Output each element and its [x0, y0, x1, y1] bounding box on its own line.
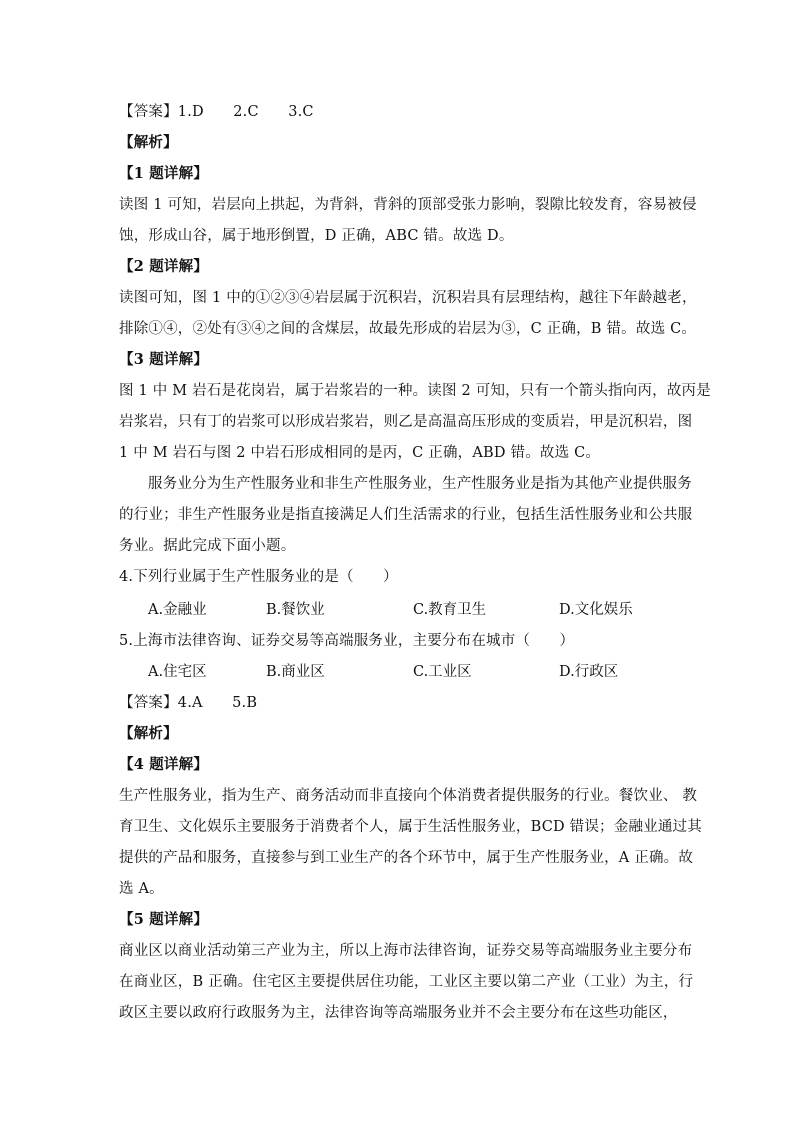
q3-detail-text: 岩浆岩，只有丁的岩浆可以形成岩浆岩，则乙是高温高压形成的变质岩，甲是沉积岩，图: [119, 414, 693, 430]
q2-detail-heading: 【2 题详解】: [119, 258, 209, 275]
q4-detail-text: 选 A。: [119, 881, 164, 897]
q1-detail-text: 蚀，形成山谷，属于地形倒置，D 正确，ABC 错。故选 D。: [119, 228, 514, 244]
passage-text: 服务业分为生产性服务业和非生产性服务业，生产性服务业是指为其他产业提供服务: [148, 476, 692, 492]
q5-option-d: D.行政区: [559, 664, 619, 680]
q3-detail-text: 1 中 M 岩石与图 2 中岩石形成相同的是丙，C 正确，ABD 错。故选 C。: [119, 445, 601, 461]
q5-detail-text: 政区主要以政府行政服务为主，法律咨询等高端服务业并不会主要分布在这些功能区，: [119, 1005, 678, 1021]
q4-option-c: C.教育卫生: [413, 602, 487, 618]
q5-option-c: C.工业区: [413, 664, 472, 680]
q4-detail-text: 育卫生、文化娱乐主要服务于消费者个人，属于生活性服务业，BCD 错误；金融业通过其: [119, 819, 702, 835]
q2-detail-text: 排除①④，②处有③④之间的含煤层，故最先形成的岩层为③，C 正确，B 错。故选 C。: [119, 321, 697, 337]
q1-detail-heading: 【1 题详解】: [119, 165, 209, 182]
q5-option-b: B.商业区: [266, 664, 325, 680]
passage-text: 的行业；非生产性服务业是指直接满足人们生活需求的行业，包括生活性服务业和公共服: [119, 507, 693, 523]
analysis-heading: 【解析】: [119, 134, 178, 151]
q4-option-b: B.餐饮业: [266, 602, 325, 618]
q5-detail-text: 在商业区，B 正确。住宅区主要提供居住功能，工业区主要以第二产业（工业）为主，行: [119, 974, 694, 990]
q3-detail-heading: 【3 题详解】: [119, 351, 209, 368]
q2-detail-text: 读图可知，图 1 中的①②③④岩层属于沉积岩，沉积岩具有层理结构，越往下年龄越老，: [119, 290, 697, 306]
passage-text: 务业。据此完成下面小题。: [119, 538, 296, 554]
q4-detail-heading: 【4 题详解】: [119, 756, 209, 773]
answer-line-1-3: 【答案】1.D 2.C 3.C: [119, 104, 314, 120]
q4-detail-text: 生产性服务业，指为生产、商务活动而非直接向个体消费者提供服务的行业。餐饮业、 教: [119, 788, 698, 804]
q5-option-a: A.住宅区: [148, 664, 207, 680]
q5-detail-heading: 【5 题详解】: [119, 911, 209, 928]
q5-detail-text: 商业区以商业活动第三产业为主，所以上海市法律咨询，证券交易等高端服务业主要分布: [119, 943, 693, 959]
q4-option-a: A.金融业: [148, 602, 207, 618]
question-5: 5.上海市法律咨询、证券交易等高端服务业，主要分布在城市（ ）: [119, 633, 575, 649]
q1-detail-text: 读图 1 可知，岩层向上拱起，为背斜，背斜的顶部受张力影响，裂隙比较发育，容易被侵: [119, 197, 697, 213]
q4-option-d: D.文化娱乐: [559, 602, 633, 618]
q4-detail-text: 提供的产品和服务，直接参与到工业生产的各个环节中，属于生产性服务业，A 正确。故: [119, 850, 694, 866]
q3-detail-text: 图 1 中 M 岩石是花岗岩，属于岩浆岩的一种。读图 2 可知，只有一个箭头指向丙，故丙是: [119, 383, 711, 399]
analysis-heading: 【解析】: [119, 725, 178, 742]
question-4: 4.下列行业属于生产性服务业的是（ ）: [119, 569, 398, 585]
answer-line-4-5: 【答案】4.A 5.B: [119, 695, 258, 711]
